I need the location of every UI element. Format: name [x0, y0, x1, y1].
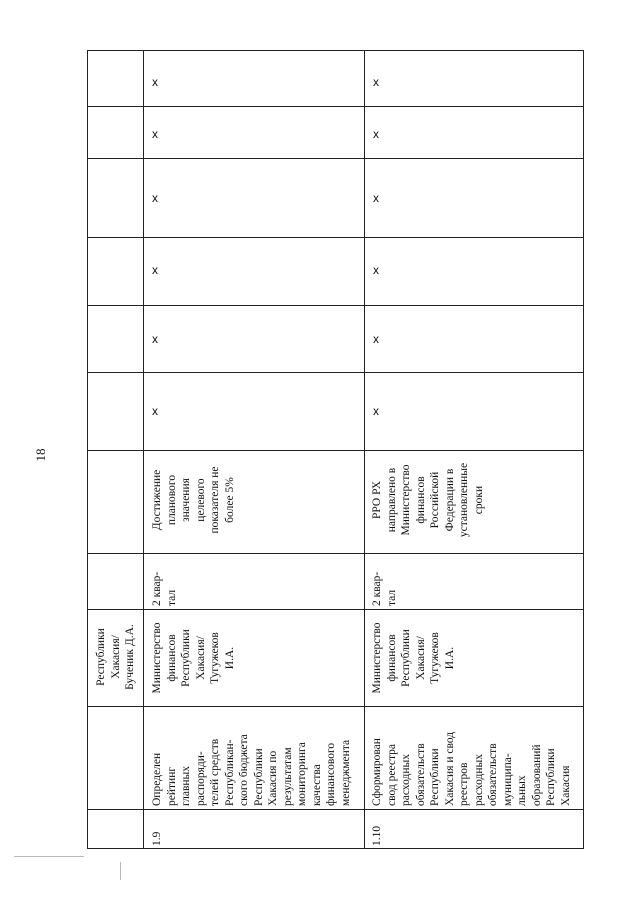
x-mark: x	[373, 404, 379, 418]
column-divider	[88, 450, 583, 451]
column-divider	[88, 609, 583, 610]
x-mark: x	[152, 127, 158, 141]
page-number: 18	[33, 448, 48, 462]
term-text: 2 квар- тал	[151, 571, 178, 606]
x-mark: x	[152, 263, 158, 277]
executor-text: Министерство финансов Республики Хакасия/ Тугужеков И.А.	[151, 622, 236, 694]
x-mark: x	[152, 191, 158, 205]
column-divider	[88, 809, 583, 810]
column-divider	[88, 372, 583, 373]
x-mark: x	[373, 263, 379, 277]
table-frame	[87, 50, 584, 849]
column-divider	[88, 706, 583, 707]
scan-artifact	[14, 856, 84, 857]
executor-text: Республики Хакасия/ Бученик Д.А.	[95, 624, 136, 690]
result-text: РРО РХ направлено в Министерство финансов Российской Федерации в установленные сроки	[371, 462, 485, 538]
x-mark: x	[152, 332, 158, 346]
x-mark: x	[152, 75, 158, 89]
row-number: 1.10	[371, 825, 383, 846]
column-divider	[88, 106, 583, 107]
row-number: 1.9	[151, 831, 163, 846]
event-text: Сформирован свод реестра расходных обязательств Республики Хакасия и свод реестров расходных обязательств муниципа- льных образований Республики Хакасия	[371, 731, 572, 806]
result-text: Достижение планового значения целевого показателя не более 5%	[151, 466, 236, 534]
x-mark: x	[373, 332, 379, 346]
executor-text: Министерство финансов Республики Хакасия/ Тугужеков И.А.	[371, 622, 456, 694]
term-text: 2 квар- тал	[371, 571, 398, 606]
x-mark: x	[373, 75, 379, 89]
x-mark: x	[373, 127, 379, 141]
event-text: Определен рейтинг главных распоряди- телей средств Республикан- ского бюджета Республики Хакасия по результатам мониторинга качества финансового менеджмента	[151, 734, 352, 806]
x-mark: x	[373, 191, 379, 205]
column-divider	[88, 158, 583, 159]
column-divider	[88, 553, 583, 554]
scan-artifact	[120, 862, 121, 880]
column-divider	[88, 305, 583, 306]
x-mark: x	[152, 404, 158, 418]
column-divider	[88, 237, 583, 238]
